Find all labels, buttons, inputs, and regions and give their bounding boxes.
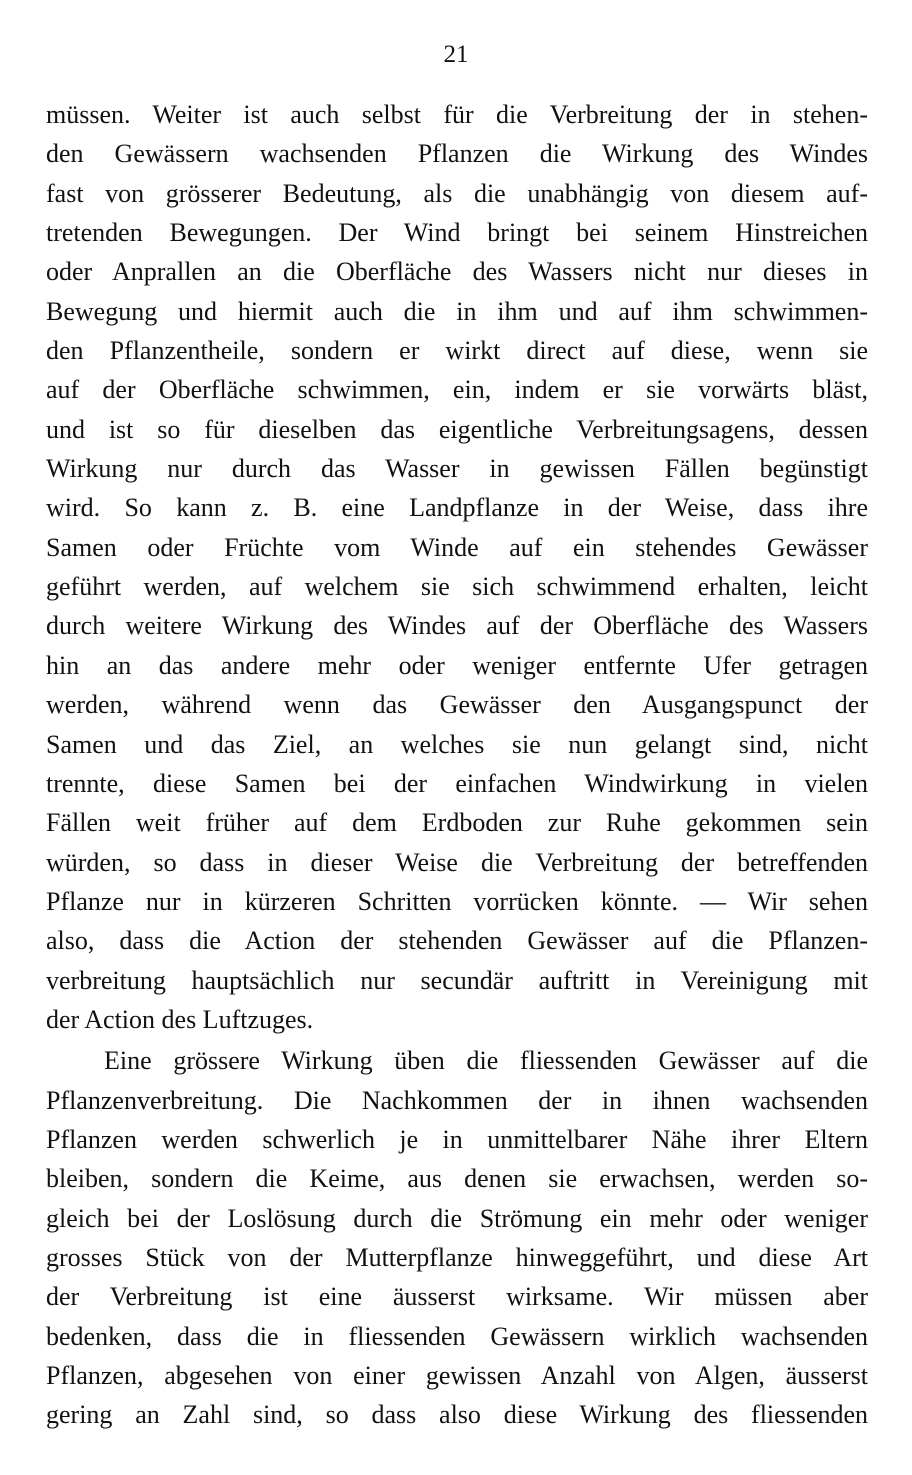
text-line: werden, während wenn das Gewässer den Ausgangspunct der [46, 690, 868, 720]
text-line: trennte, diese Samen bei der einfachen Windwirkung in vielen [46, 768, 868, 798]
text-line: grosses Stück von der Mutterpflanze hinweggeführt, und diese Art [46, 1242, 868, 1272]
text-line: durch weitere Wirkung des Windes auf der Oberfläche des Wassers [46, 611, 868, 641]
text-line: Pflanze nur in kürzeren Schritten vorrücken könnte. — Wir sehen [46, 886, 868, 916]
text-line: geführt werden, auf welchem sie sich schwimmend erhalten, leicht [46, 572, 868, 602]
text-line: Samen oder Früchte vom Winde auf ein stehendes Gewässer [46, 532, 868, 562]
text-line: den Pflanzentheile, sondern er wirkt direct auf diese, wenn sie [46, 336, 868, 366]
text-line: und ist so für dieselben das eigentliche Verbreitungsagens, dessen [46, 414, 868, 444]
text-line: Pflanzen werden schwerlich je in unmittelbarer Nähe ihrer Eltern [46, 1124, 868, 1154]
body-text [46, 95, 868, 1435]
text-line: Pflanzen, abgesehen von einer gewissen Anzahl von Algen, äusserst [46, 1361, 868, 1390]
text-line: Fällen weit früher auf dem Erdboden zur Ruhe gekommen sein [46, 808, 868, 838]
text-line: wird. So kann z. B. eine Landpflanze in der Weise, dass ihre [46, 493, 868, 523]
text-line: Pflanzenverbreitung. Die Nachkommen der in ihnen wachsenden [46, 1085, 868, 1115]
text-line: würden, so dass in dieser Weise die Verbreitung der betreffenden [46, 847, 868, 877]
text-line: Bewegung und hiermit auch die in ihm und auf ihm schwimmen- [46, 296, 868, 326]
paragraph-1 [46, 95, 868, 1039]
text-line: bedenken, dass die in fliessenden Gewässern wirklich wachsenden [46, 1321, 868, 1351]
text-line: fast von grösserer Bedeutung, als die unabhängig von diesem auf- [46, 178, 868, 208]
text-line: der Verbreitung ist eine äusserst wirksame. Wir müssen aber [46, 1282, 868, 1312]
text-line: oder Anprallen an die Oberfläche des Wassers nicht nur dieses in [46, 257, 868, 287]
page-number: 21 [443, 41, 469, 68]
text-line: Wirkung nur durch das Wasser in gewissen Fällen begünstigt [46, 454, 868, 484]
text-line: also, dass die Action der stehenden Gewässer auf die Pflanzen- [46, 926, 868, 956]
text-line: verbreitung hauptsächlich nur secundär auftritt in Vereinigung mit [46, 965, 868, 995]
text-line: hin an das andere mehr oder weniger entfernte Ufer getragen [46, 650, 868, 680]
text-line: bleiben, sondern die Keime, aus denen sie erwachsen, werden so- [46, 1164, 868, 1194]
text-line: auf der Oberfläche schwimmen, ein, indem er sie vorwärts bläst, [46, 375, 868, 405]
text-line: der Action des Luftzuges. [46, 1004, 314, 1034]
text-line: müssen. Weiter ist auch selbst für die Verbreitung der in stehen- [46, 100, 868, 129]
paragraph-2 [46, 1041, 868, 1434]
text-line: den Gewässern wachsenden Pflanzen die Wirkung des Windes [46, 139, 868, 169]
text-line: tretenden Bewegungen. Der Wind bringt bei seinem Hinstreichen [46, 218, 868, 248]
text-line: gleich bei der Loslösung durch die Strömung ein mehr oder weniger [46, 1203, 868, 1233]
text-line: gering an Zahl sind, so dass also diese Wirkung des fliessenden [46, 1400, 868, 1430]
text-line: Eine grössere Wirkung üben die fliessenden Gewässer auf die [104, 1046, 868, 1076]
text-line: Samen und das Ziel, an welches sie nun gelangt sind, nicht [46, 729, 868, 759]
